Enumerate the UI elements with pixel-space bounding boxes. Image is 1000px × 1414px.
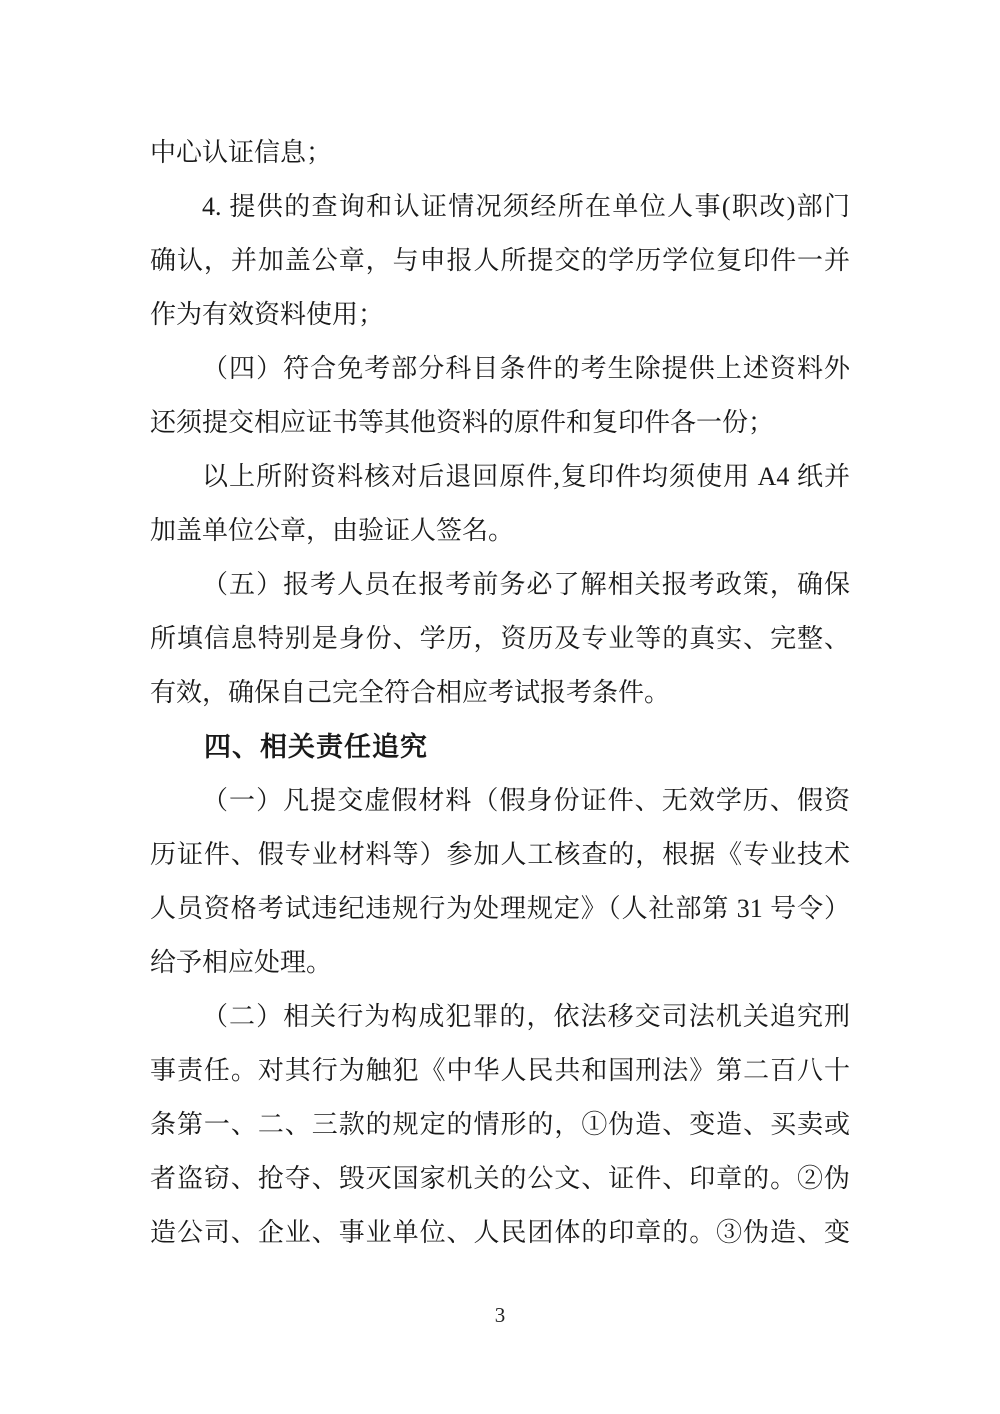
text-line: 加盖单位公章，由验证人签名。 bbox=[150, 516, 515, 545]
text-line: 有效，确保自己完全符合相应考试报考条件。 bbox=[150, 678, 671, 707]
page-number: 3 bbox=[494, 1303, 506, 1327]
text-line: （一）凡提交虚假材料（假身份证件、无效学历、假资 bbox=[202, 786, 850, 815]
text-line: 4. 提供的查询和认证情况须经所在单位人事(职改)部门 bbox=[202, 192, 850, 221]
text-line: 给予相应处理。 bbox=[150, 948, 333, 977]
text-line: 还须提交相应证书等其他资料的原件和复印件各一份； bbox=[150, 408, 775, 437]
text-line: 以上所附资料核对后退回原件,复印件均须使用 A4 纸并 bbox=[202, 462, 850, 491]
text-line: 确认，并加盖公章，与申报人所提交的学历学位复印件一并 bbox=[150, 246, 850, 275]
text-line: （四）符合免考部分科目条件的考生除提供上述资料外 bbox=[202, 354, 850, 383]
text-line: 者盗窃、抢夺、毁灭国家机关的公文、证件、印章的。②伪 bbox=[150, 1164, 850, 1193]
section-heading: 四、相关责任追究 bbox=[204, 732, 428, 762]
text-line: 历证件、假专业材料等）参加人工核查的，根据《专业技术 bbox=[150, 840, 850, 869]
document-body bbox=[150, 126, 850, 1260]
text-line: 事责任。对其行为触犯《中华人民共和国刑法》第二百八十 bbox=[150, 1056, 850, 1085]
text-line: 造公司、企业、事业单位、人民团体的印章的。③伪造、变 bbox=[150, 1218, 850, 1247]
text-line: （五）报考人员在报考前务必了解相关报考政策，确保 bbox=[202, 570, 850, 599]
text-line: 所填信息特别是身份、学历，资历及专业等的真实、完整、 bbox=[150, 624, 850, 653]
text-line: 条第一、二、三款的规定的情形的，①伪造、变造、买卖或 bbox=[150, 1110, 850, 1139]
text-line: （二）相关行为构成犯罪的，依法移交司法机关追究刑 bbox=[202, 1002, 850, 1031]
text-line: 中心认证信息； bbox=[150, 138, 333, 167]
text-line: 人员资格考试违纪违规行为处理规定》（人社部第 31 号令） bbox=[150, 894, 850, 923]
text-line: 作为有效资料使用； bbox=[150, 300, 385, 329]
